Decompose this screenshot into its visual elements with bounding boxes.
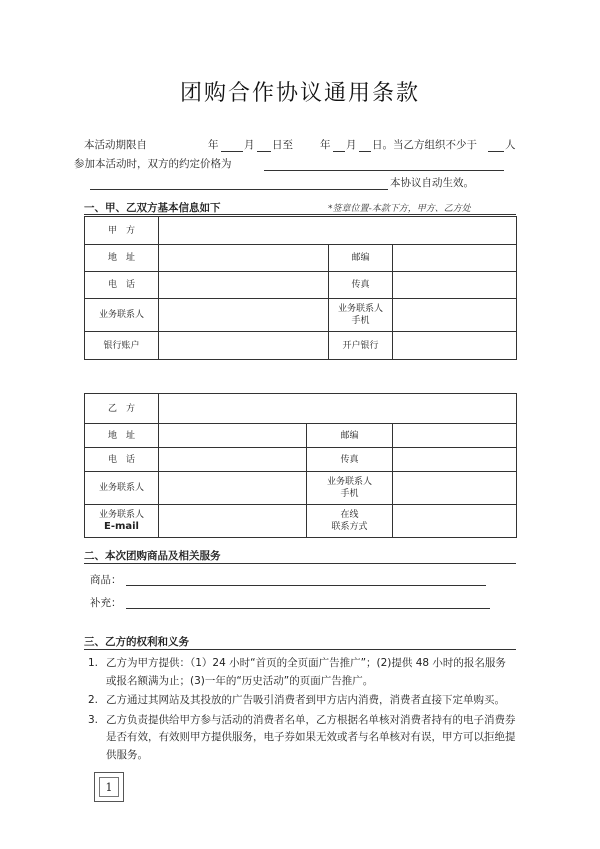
party-b-mobile-label	[307, 472, 393, 505]
intro-text: 本协议自动生效。	[390, 177, 474, 189]
party-b-online-label	[307, 505, 393, 538]
product-field[interactable]	[126, 572, 486, 586]
party-b-postcode-field[interactable]	[393, 424, 517, 448]
supplement-row	[90, 595, 492, 611]
list-item-number: 1.	[88, 657, 99, 669]
party-b-fax-field[interactable]	[393, 448, 517, 472]
list-item-text: 乙方为甲方提供：（1）24 小时“首页的全页面广告推广”；(2)提供 48 小时的报名服务或报名额满为止；(3)一年的“历史活动”的页面广告推广。	[106, 657, 506, 687]
party-a-bank-label: 开户银行	[329, 332, 393, 360]
intro-text: 日至	[272, 139, 293, 151]
party-b-email-field[interactable]	[159, 505, 307, 538]
intro-text: 人	[505, 139, 516, 151]
intro-text: 年	[208, 139, 219, 151]
party-b-postcode-label: 邮编	[307, 424, 393, 448]
list-item	[88, 692, 516, 710]
party-a-table	[84, 216, 517, 360]
page-number-badge	[94, 772, 124, 802]
party-a-fax-field[interactable]	[393, 272, 517, 299]
blank-end-month[interactable]	[333, 138, 345, 152]
party-b-contact-label: 业务联系人	[85, 472, 159, 505]
list-item-number: 3.	[88, 713, 99, 726]
document-title: 团购合作协议通用条款	[179, 81, 420, 106]
party-b-fax-label: 传真	[307, 448, 393, 472]
intro-text: 年	[320, 139, 331, 151]
section-2-divider	[84, 563, 516, 564]
intro-text: 月	[244, 139, 255, 151]
intro-text: 本活动期限自	[84, 139, 147, 151]
intro-line-3	[84, 174, 514, 193]
list-item	[88, 655, 516, 690]
list-item-text: 乙方负责提供给甲方参与活动的消费者名单，乙方根据名单核对消费者持有的电子消费券是否有效，有效则甲方提供服务，电子券如果无效或者与名单核对有误，甲方可以拒绝提供服务。	[106, 713, 516, 761]
party-b-address-field[interactable]	[159, 424, 307, 448]
party-b-label: 乙 方	[85, 394, 159, 424]
party-a-postcode-label: 邮编	[329, 245, 393, 272]
party-a-bank-field[interactable]	[393, 332, 517, 360]
list-item-text: 乙方通过其网站及其投放的广告吸引消费者到甲方店内消费，消费者直接下定单购买。	[106, 694, 505, 706]
section-1-divider	[84, 214, 516, 215]
section-2-heading: 二、本次团购商品及相关服务	[84, 550, 221, 562]
page-number: 1	[99, 777, 119, 797]
label-line: 手机	[351, 316, 370, 326]
blank-agreed-price[interactable]	[264, 157, 504, 171]
party-a-phone-label: 电 话	[85, 272, 159, 299]
party-b-address-label: 地 址	[85, 424, 159, 448]
label-line: 业务联系人	[98, 510, 144, 520]
party-b-contact-field[interactable]	[159, 472, 307, 505]
party-b-email-label	[85, 505, 159, 538]
label-line: 业务联系人	[326, 477, 372, 487]
party-a-label: 甲 方	[85, 217, 159, 245]
blank-min-people[interactable]	[488, 138, 504, 152]
party-b-mobile-field[interactable]	[393, 472, 517, 505]
party-a-phone-field[interactable]	[159, 272, 329, 299]
party-b-phone-field[interactable]	[159, 448, 307, 472]
supplement-field[interactable]	[126, 595, 490, 609]
section-3-heading: 三、乙方的权利和义务	[84, 636, 189, 648]
party-a-bank-account-label: 银行账户	[85, 332, 159, 360]
intro-paragraph	[74, 136, 516, 193]
label-line: E-mail	[103, 521, 139, 532]
intro-text: 参加本活动时，双方的约定价格为	[74, 158, 232, 170]
signature-note: *签章位置-本款下方，甲方、乙方处	[328, 204, 471, 214]
label-line: 联系方式	[331, 522, 368, 532]
party-b-table	[84, 393, 517, 538]
list-item-number: 2.	[88, 694, 99, 706]
party-a-fax-label: 传真	[329, 272, 393, 299]
party-a-contact-label: 业务联系人	[85, 299, 159, 332]
label-line: 在线	[340, 510, 359, 520]
label-line: 业务联系人	[337, 304, 383, 314]
party-b-name-field[interactable]	[159, 394, 517, 424]
party-b-online-field[interactable]	[393, 505, 517, 538]
intro-text: 日。当乙方组织不少于	[372, 139, 477, 151]
label-line: 手机	[340, 489, 359, 499]
party-a-name-field[interactable]	[159, 217, 517, 245]
party-b-phone-label: 电 话	[85, 448, 159, 472]
blank-start-month[interactable]	[221, 138, 243, 152]
intro-line-2	[74, 155, 514, 174]
blank-agreed-price-cont[interactable]	[90, 176, 388, 190]
list-item	[88, 712, 516, 765]
supplement-label: 补充：	[90, 597, 122, 609]
product-row	[90, 572, 490, 588]
party-a-postcode-field[interactable]	[393, 245, 517, 272]
party-a-bank-account-field[interactable]	[159, 332, 329, 360]
section-3-list	[88, 655, 516, 766]
section-3-divider	[84, 649, 516, 650]
party-a-mobile-label	[329, 299, 393, 332]
intro-text: 月	[346, 139, 357, 151]
intro-line-1	[84, 136, 514, 155]
product-label: 商品：	[90, 574, 122, 586]
party-a-address-field[interactable]	[159, 245, 329, 272]
party-a-contact-field[interactable]	[159, 299, 329, 332]
blank-end-day[interactable]	[359, 138, 371, 152]
blank-start-day[interactable]	[257, 138, 271, 152]
party-a-mobile-field[interactable]	[393, 299, 517, 332]
party-a-address-label: 地 址	[85, 245, 159, 272]
section-1-heading: 一、甲、乙双方基本信息如下	[84, 202, 221, 214]
